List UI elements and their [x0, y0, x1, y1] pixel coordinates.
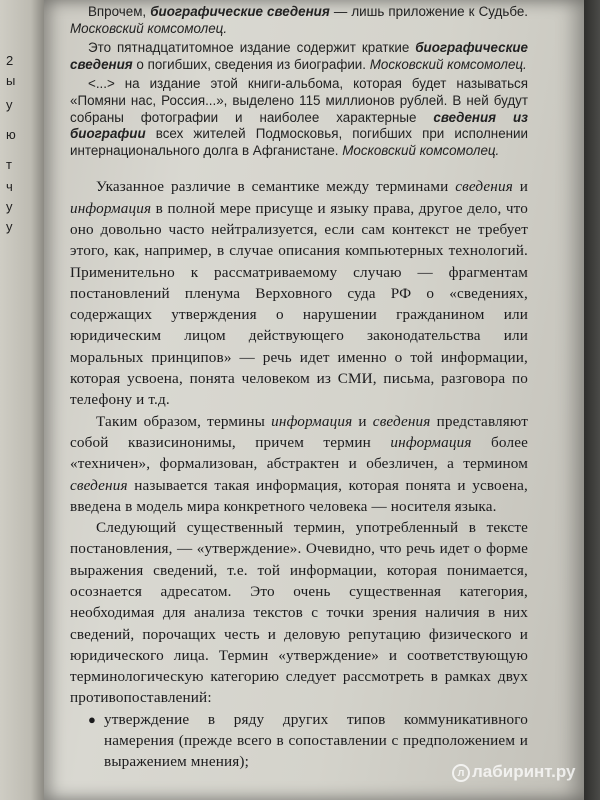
- prev-page-fragment: у: [6, 219, 13, 234]
- quote-source: Московский комсомолец.: [342, 142, 500, 158]
- quote-block: [70, 4, 528, 159]
- paragraph: Указанное различие в семантике между терминами сведения и информация в полной мере присуще и языку права, другое дело, что оно довольно часто нейтрализуется, если сам контекст не требует этого, как, например, в случае описания компьютерных технологий. Применительно к рассматриваемому случаю — фрагментам постановлений пленума Верховного суда РФ о «сведениях, содержащих утверждения о нарушении гражданином или юридическим лицом действующего законодательства или моральных принципов» — речь идет именно о той информации, которая усвоена, понята человеком из СМИ, письма, разговора по телефону и т.д.: [70, 178, 528, 409]
- paragraph: Следующий существенный термин, употребленный в тексте постановления, — «утверждение». Очевидно, что речь идет о форме выражения сведений, т.е. той информации, которая понимается, осознается адресатом. Это очень существенная категория, необходимая для анализа текстов с точки зрения наличия в них сведений, порочащих честь и деловую репутацию физического и юридического лица. Термин «утверждение» и соответствующую терминологическую категорию следует рассмотреть в рамках двух противопоставлений:: [70, 519, 528, 707]
- page-content: [70, 4, 528, 773]
- watermark: л лабиринт.ру: [452, 762, 575, 782]
- quote-paragraph: Впрочем, биографические сведения — лишь приложение к Судьбе. Московский комсомолец.: [70, 4, 529, 36]
- labirint-logo-icon: л: [452, 764, 470, 782]
- prev-page-fragment: у: [6, 199, 13, 214]
- prev-page-fragment: у: [6, 97, 13, 112]
- prev-page-fragment: ы: [6, 73, 16, 88]
- body-text: [70, 176, 528, 772]
- page-edge-shadow: [584, 0, 600, 800]
- quote-paragraph: Это пятнадцатитомное издание содержит краткие биографические сведения о погибших, сведения из биографии. Московский комсомолец.: [70, 40, 528, 72]
- previous-page-strip: [0, 0, 44, 800]
- prev-page-fragment: т: [6, 157, 12, 172]
- prev-page-fragment: 2: [6, 53, 14, 68]
- paragraph: Таким образом, термины информация и сведения представляют собой квазисинонимы, причем термин информация более «техничен», формализован, абстрактен и обезличен, а термином сведения называется такая информация, которая понята и усвоена, введена в модель мира конкретного человека — носителя языка.: [70, 412, 529, 515]
- bullet-icon: ●: [88, 711, 97, 727]
- list-item: ● утверждение в ряду других типов коммуникативного намерения (прежде всего в сопоставлении с предположением и выражением мнения);: [88, 710, 528, 771]
- quote-source: Московский комсомолец.: [70, 20, 228, 36]
- prev-page-fragment: ю: [6, 127, 16, 142]
- prev-page-fragment: ч: [6, 179, 13, 194]
- quote-source: Московский комсомолец.: [369, 56, 527, 72]
- quote-paragraph: <...> на издание этой книги-альбома, которая будет называться «Помяни нас, Россия...», выделено 115 миллионов рублей. В ней будут собраны фотографии и наиболее характерные сведения из биографии всех жителей Подмосковья, погибших при исполнении интернационального долга в Афганистане. Московский комсомолец.: [70, 76, 528, 158]
